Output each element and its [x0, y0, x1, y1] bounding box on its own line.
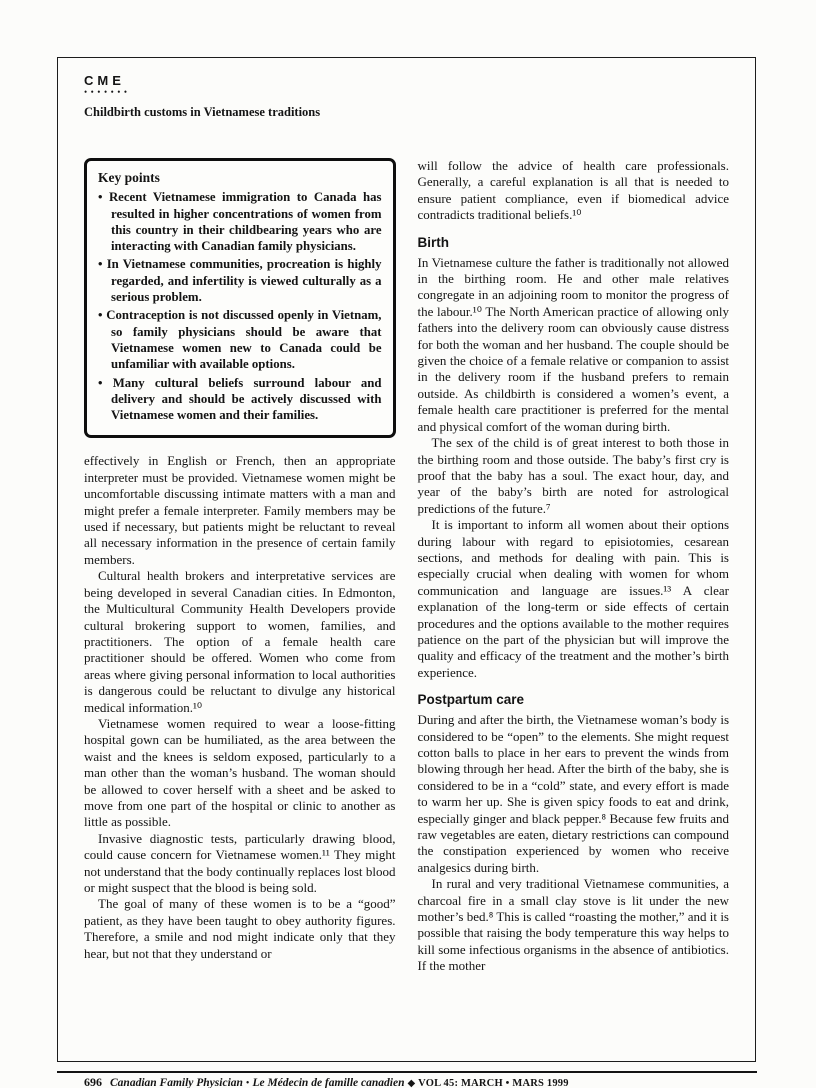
body-paragraph: In rural and very traditional Vietnamese communities, a charcoal fire in a small clay stove is lit under the new mother’s bed.⁸ This is called “roasting the mother,” and it is possible that raising the body temperature this way helps to kill some infectious organisms in the absence of antibiotics. If the mother: [417, 876, 729, 974]
continuation-paragraphs: [418, 158, 730, 224]
page-frame: [57, 57, 756, 1062]
postpartum-paragraphs: [418, 712, 730, 975]
body-paragraph: In Vietnamese culture the father is traditionally not allowed in the birthing room. He and other male relatives congregate in an adjoining room to monitor the progress of the labour.¹⁰ The North American practice of allowing only fathers into the delivery room can obviously cause distress for both the woman and her husband. The couple should be given the choice of a female relative or companion to assist in the delivery room if the husband prefers to remain outside. As childbirth is considered a women’s event, a female health care practitioner is preferred for the mental and physical comfort of the woman during birth.: [417, 254, 729, 434]
key-point-item: • Contraception is not discussed openly in Vietnam, so family physicians should be aware that Vietnamese women new to Canada could be unfamiliar with available options.: [98, 307, 382, 372]
left-column: [84, 158, 396, 975]
article-title: Childbirth customs in Vietnamese traditions: [84, 105, 321, 119]
journal-name-en: Canadian Family Physician: [110, 1077, 243, 1088]
page-footer: [84, 1076, 744, 1088]
footer-separator-diamond: ◆: [407, 1078, 416, 1088]
key-point-item: • Recent Vietnamese immigration to Canada has resulted in higher concentrations of women from this country in their childbearing years who are interacting with Canadian family physicians.: [98, 189, 382, 254]
section-heading-birth: Birth: [417, 234, 449, 250]
body-paragraph: During and after the birth, the Vietnamese woman’s body is considered to be “open” to the elements. She might request cotton balls to place in her ears to prevent the winds from blowing through her head. After the birth of the baby, she is considered to be in a “cold” state, and every effort is made to warm her up. She is given spicy foods to eat and drink, especially ginger and black pepper.⁸ Because few fruits and raw vegetables are eaten, dietary restrictions can compound the constipation experienced by women who receive analgesics during birth.: [417, 712, 729, 875]
key-points-list: [98, 189, 382, 423]
journal-name-fr: Le Médecin de famille canadien: [252, 1077, 405, 1088]
two-column-body: [84, 158, 729, 975]
body-paragraph: Vietnamese women required to wear a loose-fitting hospital gown can be humiliated, as the area between the waist and the knees is seldom exposed, particularly to a man other than the woman’s husband. The woman should be allowed to cover herself with a sheet and be asked to move from one part of the hospital or clinic to another as little as possible.: [84, 715, 396, 830]
body-paragraph: effectively in English or French, then an appropriate interpreter must be provided. Vietnamese women might be uncomfortable discussing intimate matters with a man and might prefer a female interpreter. Family members may be used if necessary, but patients might be reluctant to reveal all necessary information in the presence of certain family members.: [84, 453, 396, 567]
section-heading-postpartum: Postpartum care: [417, 692, 525, 708]
key-point-item: • In Vietnamese communities, procreation is highly regarded, and infertility is viewed culturally as a serious problem.: [98, 256, 382, 305]
body-paragraph: It is important to inform all women about their options during labour with regard to episiotomies, cesarean sections, and methods for dealing with pain. This is especially crucial when dealing with women for whom communication and language are issues.¹³ A clear explanation of the long-term or side effects of certain procedures and the options available to the mother requires patience on the part of the physician but will improve the quality and efficacy of the treatment and the mother’s birth experience.: [417, 517, 729, 680]
volume-issue-info: VOL 45: MARCH • MARS 1999: [418, 1078, 569, 1088]
section-continuation: [418, 158, 730, 224]
section-birth: [418, 235, 730, 682]
body-paragraph: The goal of many of these women is to be a “good” patient, as they have been taught to obey authority figures. Therefore, a smile and nod might indicate only that they hear, but not that they understand or: [84, 896, 396, 961]
key-point-item: • Many cultural beliefs surround labour and delivery and should be actively discussed with Vietnamese women and their families.: [98, 375, 382, 424]
page-header: [84, 74, 729, 119]
body-paragraph: Cultural health brokers and interpretative services are being developed in several Canadian cities. In Edmonton, the Multicultural Community Health Developers provide cultural brokering support to women, families, and practitioners. The option of a female health care practitioner should be offered. Women who come from areas where giving personal information to local authorities is dangerous could be reluctant to divulge any historical medical information.¹⁰: [84, 568, 396, 715]
section-postpartum-care: [418, 692, 730, 975]
right-column: [418, 158, 730, 975]
page-number: 696: [84, 1075, 102, 1088]
cme-dots-icon: •••••••: [84, 87, 131, 97]
body-paragraph: Invasive diagnostic tests, particularly drawing blood, could cause concern for Vietnamese women.¹¹ They might not understand that the body continually replaces lost blood or might suspect that the blood is being sold.: [84, 830, 396, 896]
key-points-title: Key points: [98, 170, 160, 185]
left-column-paragraphs: [84, 453, 396, 962]
key-points-box: [84, 158, 396, 438]
footer-separator-bullet: •: [245, 1078, 250, 1088]
body-paragraph: will follow the advice of health care professionals. Generally, a careful explanation is all that is needed to ensure patient compliance, even if biomedical advice contradicts traditional beliefs.¹⁰: [417, 158, 729, 223]
cme-label: CME: [84, 73, 125, 88]
footer-rule: [57, 1071, 757, 1073]
birth-paragraphs: [418, 255, 730, 682]
body-paragraph: The sex of the child is of great interest to both those in the birthing room and those outside. The baby’s first cry is proof that the baby has a soul. The exact hour, day, and year of the baby’s birth are noted for astrological predictions of the future.⁷: [417, 435, 729, 516]
